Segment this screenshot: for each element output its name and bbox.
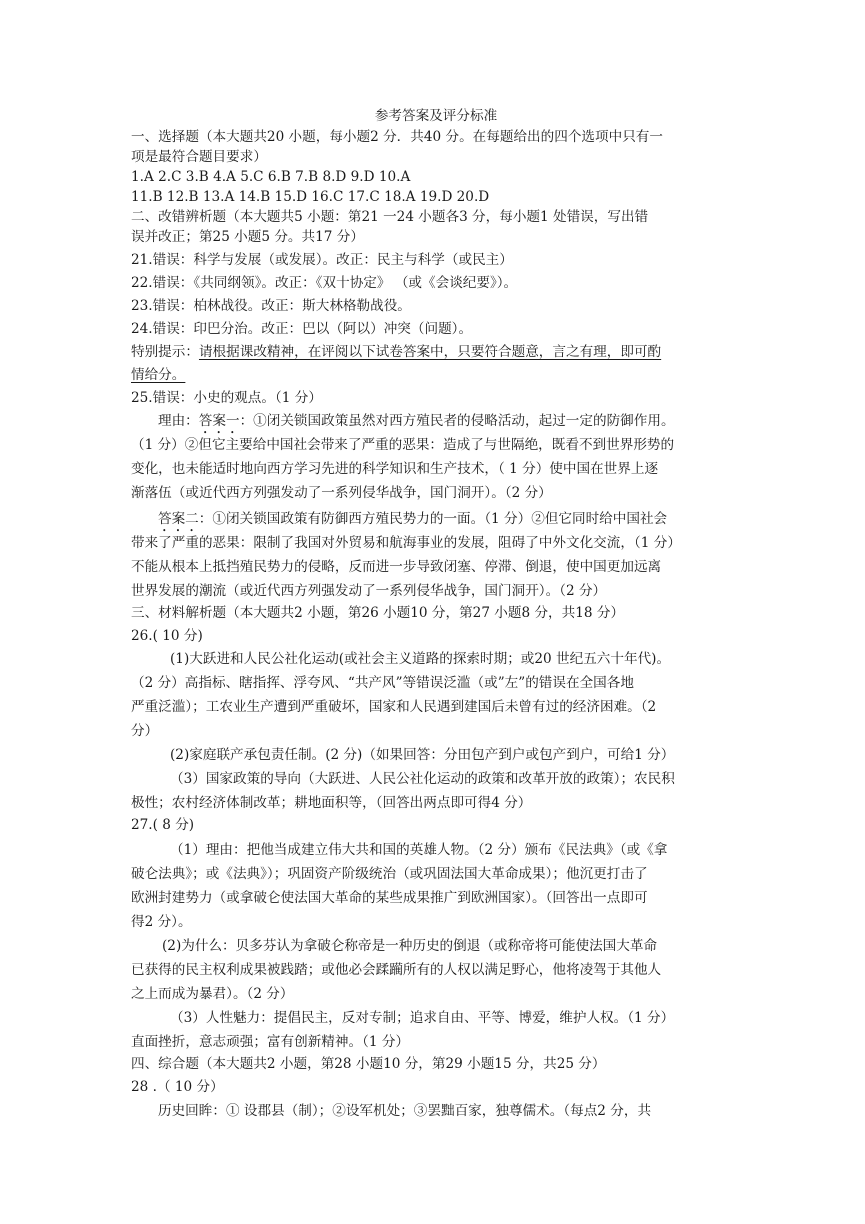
text-line: (1)大跃进和人民公社化运动(或社会主义道路的探索时期；或20 世纪五六十年代)。 bbox=[170, 651, 671, 667]
section-1-heading: 一、选择题（本大题共20 小题，每小题2 分．共40 分。在每题给出的四个选项中只有一 bbox=[131, 129, 663, 145]
text-line: 之上而成为暴君）。（2 分） bbox=[131, 986, 294, 1002]
text-line: 分） bbox=[131, 723, 159, 739]
text-line: 不能从根本上抵挡殖民势力的侵略，反而进一步导致闭塞、停滞、倒退，使中国更加远离 bbox=[131, 559, 662, 575]
special-note-continued: 情给分。 bbox=[131, 367, 186, 383]
item-21: 21.错误：科学与发展（或发展）。改正：民主与科学（或民主） bbox=[131, 252, 513, 268]
item-27: 27.( 8 分) bbox=[131, 817, 195, 833]
text-line: （2 分）高指标、瞎指挥、浮夸风、“共产风”等错误泛滥（或”左”的错误在全国各地 bbox=[131, 675, 634, 691]
reason-label: 理由： bbox=[158, 413, 199, 429]
text-line: 带来了严重的恶果：限制了我国对外贸易和航海事业的发展，阻碍了中外文化交流，（1 分） bbox=[131, 535, 681, 551]
text-line: 渐落伍（或近代西方列强发动了一系列侵华战争，国门洞开）。（2 分） bbox=[131, 485, 552, 501]
text-line: 世界发展的潮流（或近代西方列强发动了一系列侵华战争，国门洞开）。（2 分） bbox=[131, 583, 607, 599]
answer-two-line bbox=[158, 509, 741, 529]
text-line: 误并改正；第25 小题5 分。共17 分） bbox=[131, 229, 364, 245]
text-line: 严重泛滥）；工农业生产遭到严重破坏，国家和人民遇到建国后未曾有过的经济困难。（2 bbox=[131, 699, 657, 715]
answer-one-text: ：①闭关锁国政策虽然对西方殖民者的侵略活动，起过一定的防御作用。 bbox=[239, 413, 675, 429]
section-4-heading: 四、综合题（本大题共2 小题，第28 小题10 分，第29 小题15 分，共25 分） bbox=[131, 1056, 606, 1072]
text-line: 欧洲封建势力（或拿破仑使法国大革命的某些成果推广到欧洲国家）。（回答出一点即可 bbox=[131, 890, 648, 906]
document-title: 参考答案及评分标准 bbox=[374, 108, 498, 124]
answers-row-1: 1.A 2.C 3.B 4.A 5.C 6.B 7.B 8.D 9.D 10.A bbox=[131, 169, 411, 185]
text-line: 极性；农村经济体制改革；耕地面积等，（回答出两点即可得4 分） bbox=[131, 795, 532, 811]
special-note-text: 请根据课改精神，在评阅以下试卷答案中，只要符合题意，言之有理，即可酌 bbox=[198, 344, 662, 360]
reason-line bbox=[158, 411, 741, 431]
answer-one-label: 答案一 bbox=[198, 413, 240, 429]
text-line: （1 分）②但它主要给中国社会带来了严重的恶果：造成了与世隔绝，既看不到世界形势的 bbox=[131, 437, 675, 453]
text-line: 历史回眸：① 设郡县（制）；②设军机处；③罢黜百家，独尊儒术。（每点2 分，共 bbox=[158, 1103, 652, 1119]
text-line: (2)为什么：贝多芬认为拿破仑称帝是一种历史的倒退（或称帝将可能使法国大革命 bbox=[162, 938, 658, 954]
text-line: （3）国家政策的导向（大跃进、人民公社化运动的政策和改革开放的政策）；农民积 bbox=[170, 771, 675, 787]
text-line: 破仑法典》；或《法典》）；巩固资产阶级统治（或巩固法国大革命成果）；他沉更打击了 bbox=[131, 866, 648, 882]
special-note-label: 特别提示： bbox=[131, 344, 199, 360]
answer-two-label: 答案二 bbox=[158, 511, 199, 527]
item-23: 23.错误：柏林战役。改正：斯大林格勒战役。 bbox=[131, 298, 411, 314]
item-22: 22.错误：《共同纲领》。改正：《双十协定》 （或《会谈纪要》）。 bbox=[131, 275, 518, 291]
item-26: 26.( 10 分) bbox=[131, 628, 203, 644]
section-2-heading: 二、改错辨析题（本大题共5 小题：第21 一24 小题各3 分，每小题1 处错误，写出错 bbox=[131, 209, 649, 225]
special-note bbox=[131, 342, 741, 362]
item-24: 24.错误：印巴分治。改正：巴以（阿以）冲突（问题）。 bbox=[131, 321, 473, 337]
text-line: 项是最符合题目要求） bbox=[131, 149, 267, 165]
text-line: (2)家庭联产承包责任制。(2 分)（如果回答：分田包产到户或包产到户，可给1 分） bbox=[170, 747, 675, 763]
item-28: 28 .（ 10 分） bbox=[131, 1079, 224, 1095]
text-line: 得2 分）。 bbox=[131, 914, 192, 930]
item-25: 25.错误：小史的观点。（1 分） bbox=[131, 390, 322, 406]
text-line: 已获得的民主权利成果被践踏；或他必会蹂躏所有的人权以满足野心，他将凌驾于其他人 bbox=[131, 962, 662, 978]
section-3-heading: 三、材料解析题（本大题共2 小题，第26 小题10 分，第27 小题8 分，共18 分） bbox=[131, 605, 625, 621]
text-line: （1）理由：把他当成建立伟大共和国的英雄人物。（2 分）颁布《民法典》（或《拿 bbox=[170, 842, 668, 858]
text-line: 直面挫折，意志顽强；富有创新精神。（1 分） bbox=[131, 1034, 410, 1050]
text-line: 变化，也未能适时地向西方学习先进的科学知识和生产技术，（ 1 分）使中国在世界上逐 bbox=[131, 461, 659, 477]
answer-two-text: ：①闭关锁国政策有防御西方殖民势力的一面。（1 分）②但它同时给中国社会 bbox=[198, 511, 668, 527]
text-line: （3）人性魅力：提倡民主，反对专制；追求自由、平等、博爱，维护人权。（1 分） bbox=[170, 1010, 675, 1026]
answers-row-2: 11.B 12.B 13.A 14.B 15.D 16.C 17.C 18.A 19.D 20.D bbox=[131, 189, 490, 205]
